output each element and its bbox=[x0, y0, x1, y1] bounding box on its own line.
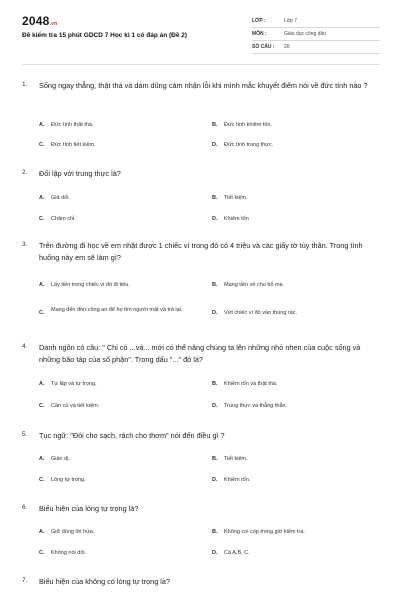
option-letter: C. bbox=[39, 216, 45, 222]
exam-title: Đề kiểm tra 15 phút GDCD 7 Học kì 1 có đáp án (Đề 2) bbox=[22, 32, 188, 39]
option-letter: C. bbox=[39, 310, 45, 316]
meta-row-class bbox=[252, 15, 380, 28]
option-text: Lấy tiền trong chiếc ví đó đi tiêu. bbox=[51, 282, 130, 288]
option-text: Không coi cóp trong giờ kiểm tra. bbox=[224, 529, 305, 535]
option-letter: A. bbox=[39, 381, 45, 387]
option-letter: C. bbox=[39, 142, 45, 148]
option-text: Đức tính tiết kiệm. bbox=[51, 142, 96, 148]
option-text: Cần cù và tiết kiệm. bbox=[51, 403, 100, 409]
option-text: Đức tính trung thực. bbox=[224, 142, 274, 148]
meta-label: MÔN : bbox=[252, 31, 267, 37]
question-number: 5. bbox=[22, 431, 28, 438]
option-letter: B. bbox=[212, 381, 218, 387]
meta-row-count bbox=[252, 41, 380, 54]
question-text: Danh ngôn có câu: " Chỉ có ...và... mới có thể nâng chúng ta lên những nhỏ nhen của cuộc sống và những bão táp của số phận". Trong dấu "..." đó là? bbox=[39, 343, 361, 364]
option-letter: B. bbox=[212, 456, 218, 462]
meta-value: Lớp 7 bbox=[284, 18, 298, 24]
option-letter: A. bbox=[39, 195, 45, 201]
question-text: Trên đường đi học về em nhặt được 1 chiếc ví trong đó có 4 triệu và các giấy tờ tùy thân. Trong tình huống này em sẽ làm gì? bbox=[39, 241, 363, 262]
question-number: 3. bbox=[22, 241, 28, 248]
option-text: Chăm chỉ. bbox=[51, 216, 76, 222]
option-text: Không nói dối. bbox=[51, 550, 87, 556]
header-divider bbox=[22, 64, 380, 65]
option-letter: C. bbox=[39, 550, 45, 556]
question-text: Biểu hiện của không có lòng tự trọng là? bbox=[39, 577, 171, 586]
option-text: Khiêm tốn bbox=[224, 216, 249, 222]
option-letter: B. bbox=[212, 529, 218, 535]
option-letter: C. bbox=[39, 403, 45, 409]
question-number: 1. bbox=[22, 81, 28, 88]
logo-suffix: .vn bbox=[49, 21, 58, 27]
option-text: Khiêm tốn. bbox=[224, 477, 251, 483]
option-text: Mang đến đồn công an để họ tìm người mất và trả lại. bbox=[51, 307, 183, 313]
page-header bbox=[0, 0, 400, 68]
option-text: Cả A,B, C. bbox=[224, 550, 250, 556]
option-letter: D. bbox=[212, 310, 218, 316]
option-text: Khiêm tốn và thật thà. bbox=[224, 381, 278, 387]
option-text: Tiết kiệm. bbox=[224, 195, 248, 201]
site-logo[interactable] bbox=[22, 14, 57, 28]
question-text: Tục ngữ: "Đói cho sạch, rách cho thơm" nói đến điều gì ? bbox=[39, 431, 225, 440]
question-number: 7. bbox=[22, 577, 28, 584]
logo-text: 2048 bbox=[22, 14, 50, 28]
option-text: Đức tính khiêm tốn. bbox=[224, 122, 273, 128]
option-text: Giản dị. bbox=[51, 456, 70, 462]
option-letter: A. bbox=[39, 456, 45, 462]
option-text: Tiết kiệm. bbox=[224, 456, 248, 462]
option-text: Đức tính thật thà. bbox=[51, 122, 94, 128]
option-letter: D. bbox=[212, 550, 218, 556]
option-text: Tự lập và tự trọng. bbox=[51, 381, 97, 387]
option-letter: B. bbox=[212, 195, 218, 201]
meta-label: SỐ CÂU : bbox=[252, 44, 275, 50]
option-text: Mang tiền về cho bố mẹ. bbox=[224, 282, 285, 288]
question-number: 4. bbox=[22, 343, 28, 350]
question-text: Biểu hiện của lòng tự trọng là? bbox=[39, 504, 139, 513]
option-letter: D. bbox=[212, 142, 218, 148]
option-letter: D. bbox=[212, 477, 218, 483]
option-text: Giữ đúng lời hứa. bbox=[51, 529, 95, 535]
question-text: Đối lập với trung thực là? bbox=[39, 169, 121, 178]
option-text: Vứt chiếc ví đó vào thùng rác. bbox=[224, 310, 298, 316]
question-text: Sống ngay thẳng, thật thà và dám dũng cảm nhận lỗi khi mình mắc khuyết điểm nói về đức tính nào ? bbox=[39, 81, 368, 90]
option-text: Trung thực và thẳng thắn. bbox=[224, 403, 288, 409]
option-letter: D. bbox=[212, 216, 218, 222]
meta-value: Giáo dục công dân bbox=[284, 31, 326, 37]
option-text: Giả dối. bbox=[51, 195, 70, 201]
option-letter: A. bbox=[39, 282, 45, 288]
exam-meta bbox=[252, 15, 380, 54]
option-letter: A. bbox=[39, 122, 45, 128]
option-letter: A. bbox=[39, 529, 45, 535]
meta-value: 20 bbox=[284, 44, 290, 50]
option-letter: B. bbox=[212, 282, 218, 288]
meta-row-subject bbox=[252, 28, 380, 41]
option-letter: B. bbox=[212, 122, 218, 128]
option-text: Lòng tự trọng. bbox=[51, 477, 86, 483]
option-letter: D. bbox=[212, 403, 218, 409]
question-number: 2. bbox=[22, 169, 28, 176]
meta-label: LỚP : bbox=[252, 18, 266, 24]
option-letter: C. bbox=[39, 477, 45, 483]
question-number: 6. bbox=[22, 504, 28, 511]
